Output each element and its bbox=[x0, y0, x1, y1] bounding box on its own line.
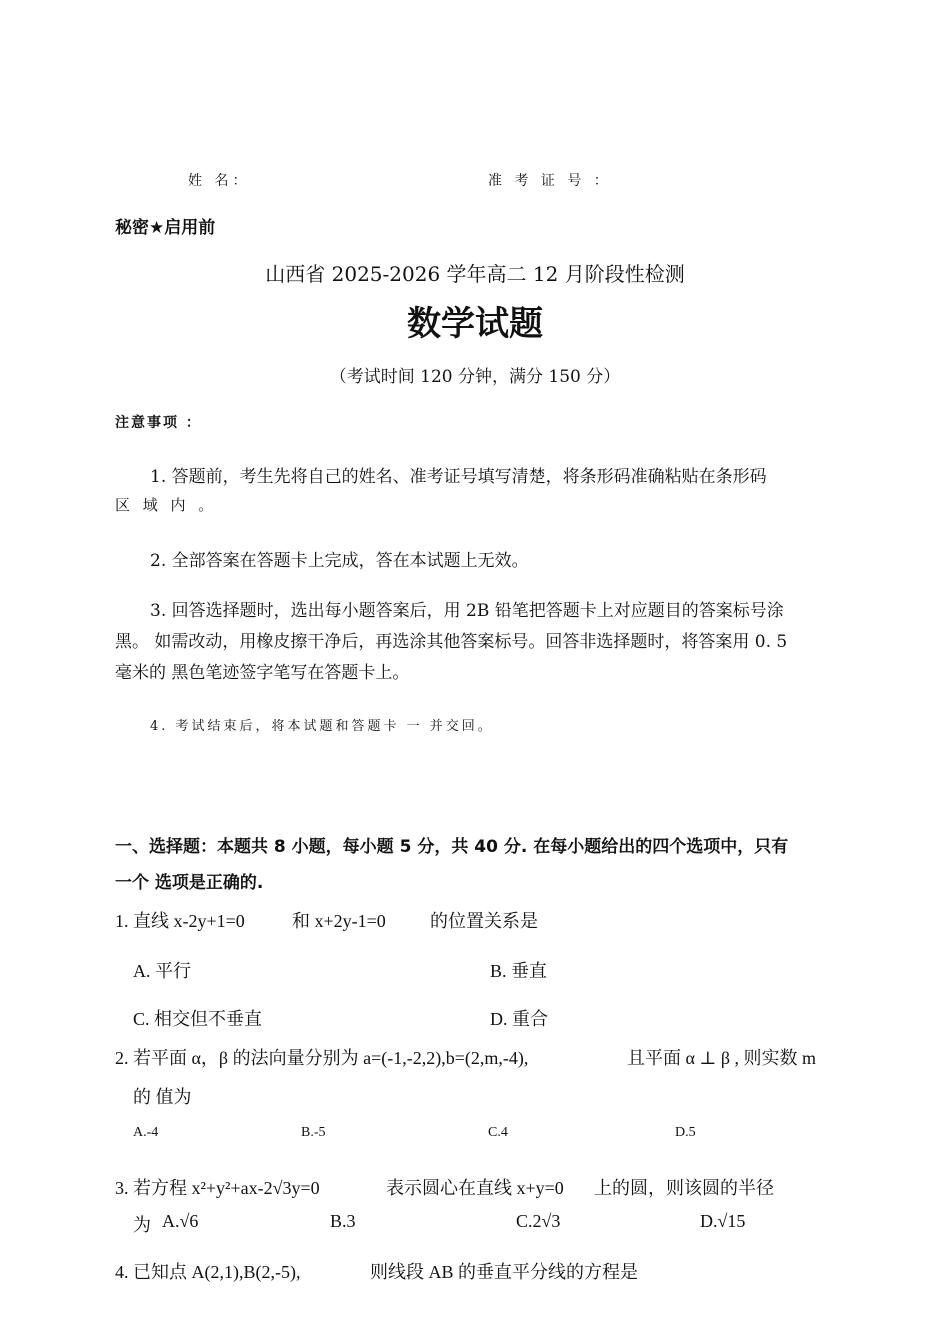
notice-item-3-line-2: 黑。 如需改动，用橡皮擦干净后，再选涂其他答案标号。回答非选择题时，将答案用 0. 5 bbox=[115, 632, 788, 652]
notice-item-3-line-3: 毫米的 黑色笔迹签字笔写在答题卡上。 bbox=[115, 663, 410, 683]
secret-tag: 秘密★启用前 bbox=[115, 218, 216, 238]
q3-stem-part-3: 上的圆，则该圆的半径 bbox=[594, 1178, 774, 1198]
q1-option-d: D. 重合 bbox=[490, 1009, 548, 1029]
notice-item-3-line-1: 3. 回答选择题时，选出每小题答案后，用 2B 铅笔把答题卡上对应题目的答案标号涂 bbox=[150, 601, 784, 621]
q3-option-d: D.√15 bbox=[700, 1211, 746, 1231]
q2-option-b: B.-5 bbox=[301, 1125, 326, 1140]
notice-item-4: 4. 考试结束后，将本试题和答题卡 一 并交回。 bbox=[150, 719, 494, 734]
q3-option-a: A.√6 bbox=[162, 1211, 199, 1231]
notice-item-2: 2. 全部答案在答题卡上完成，答在本试题上无效。 bbox=[150, 551, 529, 571]
q3-stem-line-2: 为 bbox=[133, 1215, 151, 1235]
exam-title: 山西省 2025-2026 学年高二 12 月阶段性检测 bbox=[265, 262, 685, 286]
q4-stem-part-1: 4. 已知点 A(2,1),B(2,-5), bbox=[115, 1262, 301, 1282]
q2-stem-part-2: 且平面 α ⊥ β , 则实数 m bbox=[627, 1048, 817, 1068]
q1-stem-part-2: 和 x+2y-1=0 bbox=[292, 911, 386, 931]
q2-stem-part-1: 2. 若平面 α，β 的法向量分别为 a=(-1,-2,2),b=(2,m,-4), bbox=[115, 1048, 529, 1068]
q3-option-c: C.2√3 bbox=[516, 1211, 561, 1231]
q1-option-b: B. 垂直 bbox=[490, 961, 548, 981]
section-1-heading-line-2: 一个 选项是正确的. bbox=[115, 873, 264, 893]
subject-title: 数学试题 bbox=[407, 304, 543, 344]
q1-stem-part-3: 的位置关系是 bbox=[430, 911, 538, 931]
q3-stem-part-2: 表示圆心在直线 x+y=0 bbox=[386, 1178, 564, 1198]
q2-stem-line-2: 的 值为 bbox=[133, 1087, 192, 1107]
q1-option-a: A. 平行 bbox=[133, 961, 191, 981]
q2-option-a: A.-4 bbox=[133, 1125, 159, 1140]
q1-stem-part-1: 1. 直线 x-2y+1=0 bbox=[115, 911, 245, 931]
q3-stem-part-1: 3. 若方程 x²+y²+ax-2√3y=0 bbox=[115, 1178, 320, 1198]
name-label: 姓 名： bbox=[188, 173, 251, 189]
notice-item-1-line-2: 区 域 内 。 bbox=[115, 496, 218, 514]
q2-option-d: D.5 bbox=[675, 1125, 696, 1140]
q4-stem-part-2: 则线段 AB 的垂直平分线的方程是 bbox=[370, 1262, 639, 1282]
notice-item-1-line-1: 1. 答题前，考生先将自己的姓名、准考证号填写清楚，将条形码准确粘贴在条形码 bbox=[150, 467, 767, 487]
section-1-heading-line-1: 一、选择题：本题共 8 小题，每小题 5 分，共 40 分. 在每小题给出的四个选项中，只有 bbox=[115, 837, 789, 857]
q1-option-c: C. 相交但不垂直 bbox=[133, 1009, 263, 1029]
q3-option-b: B.3 bbox=[330, 1211, 356, 1231]
notice-heading: 注意事项 ： bbox=[115, 415, 202, 431]
ticket-number-label: 准 考 证 号 ： bbox=[488, 173, 612, 189]
q2-option-c: C.4 bbox=[488, 1125, 508, 1140]
time-note: （考试时间 120 分钟，满分 150 分） bbox=[329, 367, 621, 387]
